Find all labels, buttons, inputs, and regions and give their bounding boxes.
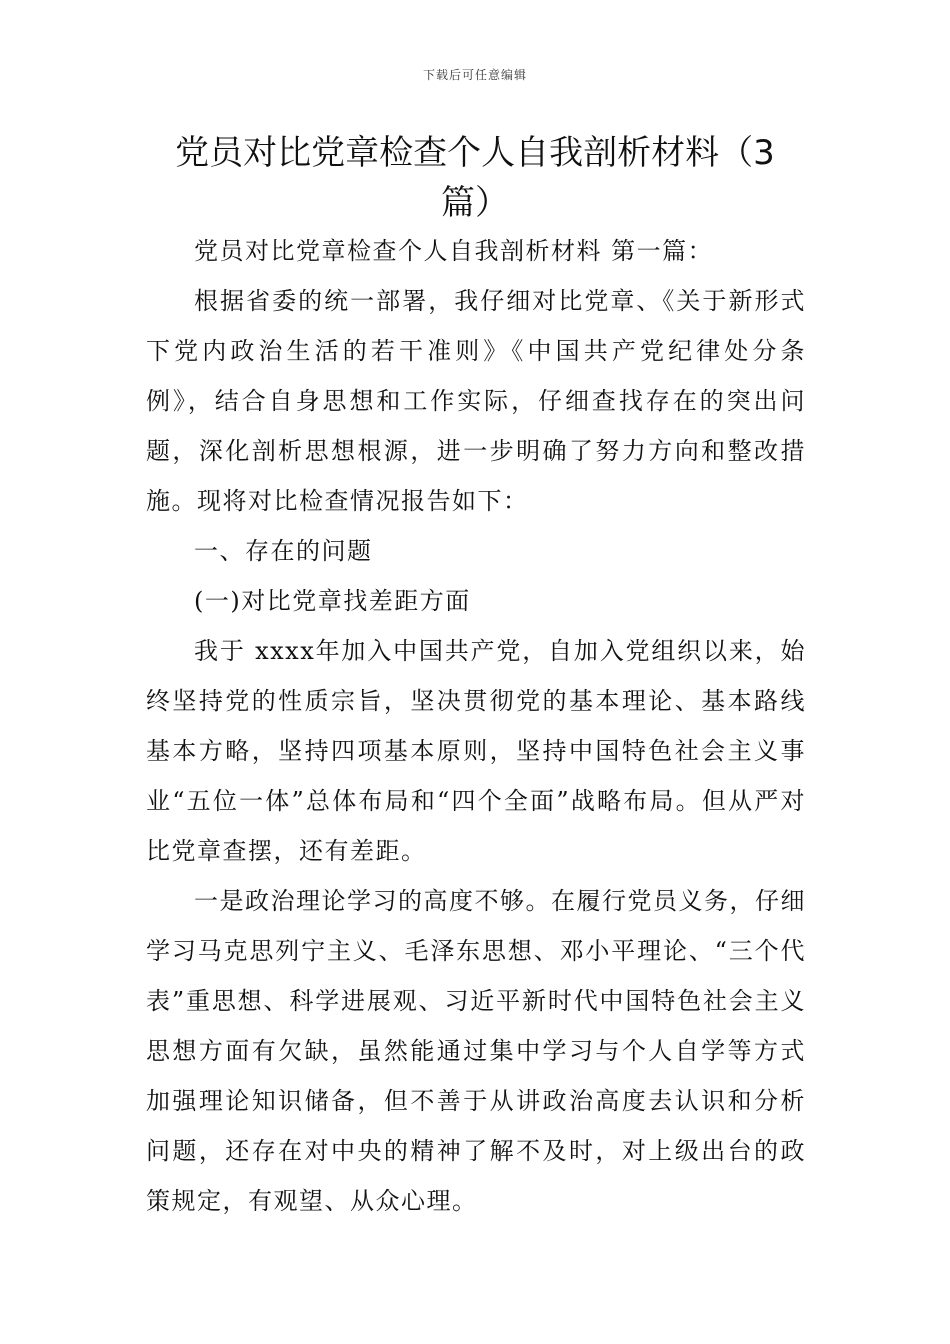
document-body bbox=[146, 226, 806, 1226]
section-heading: 党员对比党章检查个人自我剖析材料 第一篇： bbox=[194, 237, 714, 265]
section-heading-problems: 一、存在的问题 bbox=[194, 537, 373, 565]
body-paragraph: 我于 xxxx年加入中国共产党，自加入党组织以来，始终坚持党的性质宗旨，坚决贯彻党的基本理论、基本路线基本方略，坚持四项基本原则，坚持中国特色社会主义事业“五位一体”总体布局和“四个全面”战略布局。但从严对比党章查摆，还有差距。 bbox=[146, 637, 806, 865]
header-note: 下载后可任意编辑 bbox=[422, 68, 527, 82]
body-paragraph: 一是政治理论学习的高度不够。在履行党员义务，仔细学习马克思列宁主义、毛泽东思想、邓小平理论、“三个代表”重思想、科学进展观、习近平新时代中国特色社会主义思想方面有欠缺，虽然能通过集中学习与个人自学等方式加强理论知识储备，但不善于从讲政治高度去认识和分析问题，还存在对中央的精神了解不及时，对上级出台的政策规定，有观望、从众心理。 bbox=[146, 887, 806, 1215]
intro-paragraph: 根据省委的统一部署，我仔细对比党章、《关于新形式下党内政治生活的若干准则》《中国共产党纪律处分条例》，结合自身思想和工作实际，仔细查找存在的突出问题，深化剖析思想根源，进一步明确了努力方向和整改措施。现将对比检查情况报告如下： bbox=[146, 287, 806, 515]
document-title: 党员对比党章检查个人自我剖析材料（3篇） bbox=[175, 133, 775, 223]
subsection-heading: (一)对比党章找差距方面 bbox=[194, 587, 471, 615]
